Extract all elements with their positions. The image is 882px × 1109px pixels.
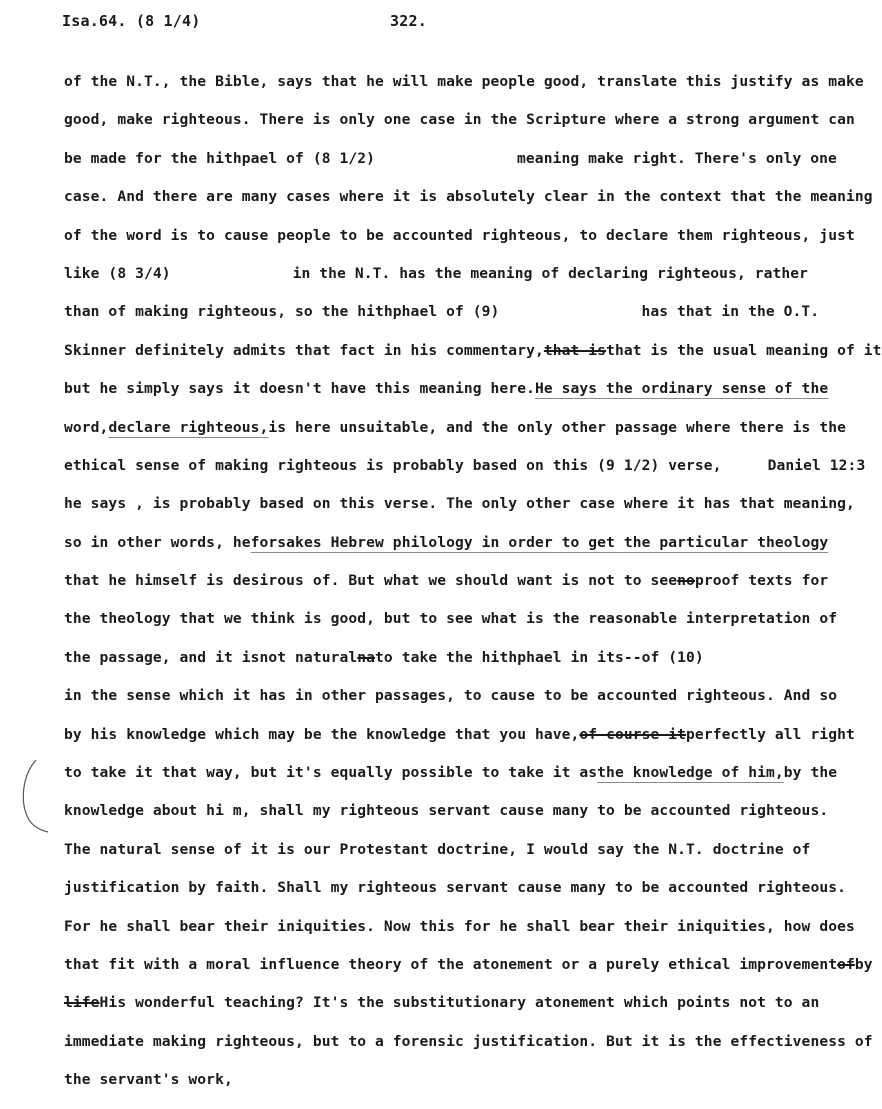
text-line: that he himself is desirous of. But what we should want is not to seenoproof texts for [64, 572, 829, 590]
text-line: like (8 3/4) in the N.T. has the meaning of declaring righteous, rather [64, 264, 809, 282]
text-line: For he shall bear their iniquities. Now this for he shall bear their iniquities, how does [64, 917, 855, 935]
text-line: Skinner definitely admits that fact in his commentary,that isthat is the usual meaning of it [64, 341, 882, 359]
margin-bracket-mark [14, 758, 54, 838]
text-line: the passage, and it isnot naturalnato take the hithphael in its--of (10) [64, 648, 704, 666]
text-line: The natural sense of it is our Protestant doctrine, I would say the N.T. doctrine of [64, 840, 811, 858]
text-line: to take it that way, but it's equally possible to take it asthe knowledge of him,by the [64, 764, 838, 782]
text-line: by his knowledge which may be the knowledge that you have,of course itperfectly all right [64, 725, 855, 743]
pencil-underline: forsakes Hebrew philology in order to get the particular theology [250, 533, 829, 551]
text-line: than of making righteous, so the hithphael of (9) has that in the O.T. [64, 303, 820, 321]
typed-transcript-body [64, 72, 882, 1109]
text-line: the theology that we think is good, but to see what is the reasonable interpretation of [64, 610, 838, 628]
strikethrough-text: of course it [579, 725, 687, 743]
text-line: lifeHis wonderful teaching? It's the substitutionary atonement which points not to an [64, 994, 820, 1012]
text-line: word,declare righteous,is here unsuitable, and the only other passage where there is the [64, 418, 846, 436]
strikethrough-text: of [837, 955, 855, 973]
text-line: the servant's work, [64, 1071, 233, 1089]
pencil-underline: He says the ordinary sense of the [534, 380, 829, 398]
text-line: case. And there are many cases where it is absolutely clear in the context that the meaning [64, 188, 873, 206]
text-line: but he simply says it doesn't have this meaning here.He says the ordinary sense of the [64, 380, 829, 398]
pencil-underline: declare righteous, [108, 418, 269, 436]
text-line: of the N.T., the Bible, says that he will make people good, translate this justify as make [64, 73, 864, 90]
text-line: be made for the hithpael of (8 1/2) meaning make right. There's only one [64, 149, 837, 167]
text-line: knowledge about hi m, shall my righteous servant cause many to be accounted righteous. [64, 802, 829, 820]
text-line: in the sense which it has in other passages, to cause to be accounted righteous. And so [64, 687, 838, 705]
text-line: that fit with a moral influence theory of the atonement or a purely ethical improvementofby [64, 955, 873, 973]
text-line: so in other words, heforsakes Hebrew philology in order to get the particular theology [64, 533, 829, 551]
text-line: immediate making righteous, but to a forensic justification. But it is the effectiveness of [64, 1032, 873, 1050]
strikethrough-text: life [64, 994, 100, 1012]
text-line: of the word is to cause people to be accounted righteous, to declare them righteous, just [64, 226, 855, 244]
pencil-underline: the knowledge of him, [597, 764, 784, 782]
text-line: ethical sense of making righteous is probably based on this (9 1/2) verse, Daniel 12:3 [64, 456, 866, 474]
strikethrough-text: that is [543, 341, 607, 359]
text-line: justification by faith. Shall my righteous servant cause many to be accounted righteous. [64, 879, 846, 897]
page-number: 322. [390, 12, 427, 30]
strikethrough-text: na [357, 648, 376, 666]
page-header-reference: Isa.64. (8 1/4) [62, 12, 201, 30]
strikethrough-text: no [677, 572, 695, 590]
text-line: he says , is probably based on this verse. The only other case where it has that meaning, [64, 495, 855, 513]
text-line: good, make righteous. There is only one case in the Scripture where a strong argument can [64, 111, 855, 129]
